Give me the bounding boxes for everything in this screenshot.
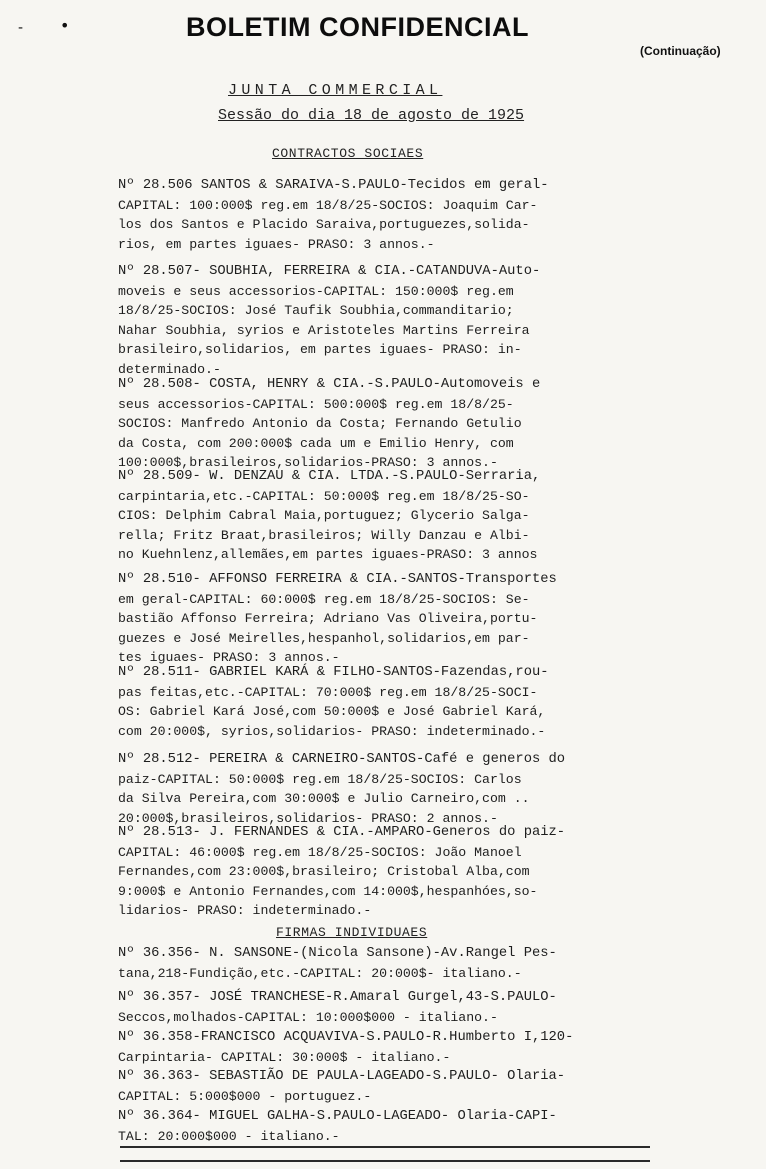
entry-line: rios, em partes iguaes- PRASO: 3 annos.- (118, 236, 435, 252)
contract-entry-28510 (118, 570, 557, 668)
entry-line: Nº 36.364- MIGUEL GALHA-S.PAULO-LAGEADO- Olaria-CAPI- (118, 1109, 557, 1124)
margin-dash-mark: - (18, 20, 24, 36)
entry-line: no Kuehnlenz,allemães,em partes iguaes-PRASO: 3 annos (118, 547, 538, 563)
contract-entry-28507 (118, 262, 540, 380)
entry-line: OS: Gabriel Kará José,com 50:000$ e José Gabriel Kará, (118, 704, 546, 720)
entry-line: 18/8/25-SOCIOS: José Taufik Soubhia,commanditario; (118, 303, 514, 319)
firms-heading: FIRMAS INDIVIDUAES (276, 925, 428, 940)
entry-line: Nº 28.508- COSTA, HENRY & CIA.-S.PAULO-Automoveis e (118, 377, 541, 392)
entry-line: Nº 28.510- AFFONSO FERREIRA & CIA.-SANTOS-Transportes (118, 572, 557, 587)
contract-entry-28509 (118, 467, 540, 565)
document-title: BOLETIM CONFIDENCIAL (186, 12, 529, 42)
entry-line: carpintaria,etc.-CAPITAL: 50:000$ reg.em 18/8/25-SO- (118, 488, 530, 504)
entry-line: Nº 28.512- PEREIRA & CARNEIRO-SANTOS-Café e generos do (118, 752, 566, 767)
entry-line: CAPITAL: 100:000$ reg.em 18/8/25-SOCIOS: Joaquim Car- (118, 197, 538, 213)
firm-entry-36358 (118, 1028, 573, 1067)
contract-entry-28508 (118, 375, 540, 473)
entry-line: Nº 28.507- SOUBHIA, FERREIRA & CIA.-CATANDUVA-Auto- (118, 264, 541, 279)
entry-line: moveis e seus accessorios-CAPITAL: 150:000$ reg.em (118, 283, 514, 299)
closing-rule-top (120, 1146, 650, 1148)
entry-line: guezes e José Meirelles,hespanhol,solidarios,em par- (118, 630, 530, 646)
entry-line: pas feitas,etc.-CAPITAL: 70:000$ reg.em 18/8/25-SOCI- (118, 684, 538, 700)
entry-line: Nº 36.363- SEBASTIÃO DE PAULA-LAGEADO-S.PAULO- Olaria- (118, 1069, 566, 1084)
entry-line: Nahar Soubhia, syrios e Aristoteles Martins Ferreira (118, 322, 530, 338)
entry-line: brasileiro,solidarios, em partes iguaes- PRASO: in- (118, 342, 522, 358)
entry-line: seus accessorios-CAPITAL: 500:000$ reg.em 18/8/25- (118, 396, 514, 412)
entry-line: 20:000$,brasileiros,solidarios- PRASO: 2 annos.- (118, 810, 498, 826)
contracts-heading: CONTRACTOS SOCIAES (272, 146, 424, 161)
entry-line: Fernandes,com 23:000$,brasileiro; Cristobal Alba,com (118, 864, 530, 880)
entry-line: tana,218-Fundição,etc.-CAPITAL: 20:000$- italiano.- (118, 965, 522, 981)
entry-line: bastião Affonso Ferreira; Adriano Vas Oliveira,portu- (118, 611, 538, 627)
contract-entry-28513 (118, 823, 565, 921)
firm-entry-36357 (118, 988, 557, 1027)
section-heading-junta: JUNTA COMMERCIAL (228, 82, 443, 99)
continuation-label: (Continuação) (640, 44, 721, 58)
entry-line: los dos Santos e Placido Saraiva,portuguezes,solida- (118, 217, 530, 233)
firm-entry-36363 (118, 1067, 565, 1106)
entry-line: determinado.- (118, 361, 221, 377)
entry-line: Nº 36.356- N. SANSONE-(Nicola Sansone)-Av.Rangel Pes- (118, 946, 557, 961)
entry-line: em geral-CAPITAL: 60:000$ reg.em 18/8/25-SOCIOS: Se- (118, 591, 530, 607)
entry-line: SOCIOS: Manfredo Antonio da Costa; Fernando Getulio (118, 416, 522, 432)
entry-line: Nº 28.511- GABRIEL KARÁ & FILHO-SANTOS-Fazendas,rou- (118, 665, 549, 680)
entry-line: TAL: 20:000$000 - italiano.- (118, 1128, 340, 1144)
entry-line: CAPITAL: 46:000$ reg.em 18/8/25-SOCIOS: João Manoel (118, 844, 522, 860)
entry-line: Seccos,molhados-CAPITAL: 10:000$000 - italiano.- (118, 1009, 498, 1025)
contract-entry-28511 (118, 663, 549, 741)
margin-dot-mark: • (60, 16, 70, 35)
firm-entry-36356 (118, 944, 557, 983)
entry-line: Carpintaria- CAPITAL: 30:000$ - italiano.- (118, 1049, 451, 1065)
contract-entry-28512 (118, 750, 565, 828)
entry-line: Nº 36.358-FRANCISCO ACQUAVIVA-S.PAULO-R.Humberto I,120- (118, 1030, 574, 1045)
entry-line: 9:000$ e Antonio Fernandes,com 14:000$,hespanhóes,so- (118, 883, 538, 899)
entry-line: Nº 28.509- W. DENZAU & CIA. LTDA.-S.PAULO-Serraria, (118, 469, 541, 484)
entry-line: lidarios- PRASO: indeterminado.- (118, 903, 372, 919)
entry-line: Nº 28.506 SANTOS & SARAIVA-S.PAULO-Tecidos em geral- (118, 178, 549, 193)
entry-line: rella; Fritz Braat,brasileiros; Willy Danzau e Albi- (118, 527, 530, 543)
entry-line: Nº 36.357- JOSÉ TRANCHESE-R.Amaral Gurgel,43-S.PAULO- (118, 990, 557, 1005)
entry-line: tes iguaes- PRASO: 3 annos.- (118, 650, 340, 666)
entry-line: CIOS: Delphim Cabral Maia,portuguez; Glycerio Salga- (118, 508, 530, 524)
entry-line: da Silva Pereira,com 30:000$ e Julio Carneiro,com .. (118, 791, 530, 807)
entry-line: Nº 28.513- J. FERNANDES & CIA.-AMPARO-Generos do paiz- (118, 825, 566, 840)
session-date-heading: Sessão do dia 18 de agosto de 1925 (218, 107, 525, 124)
entry-line: CAPITAL: 5:000$000 - portuguez.- (118, 1088, 372, 1104)
entry-line: paiz-CAPITAL: 50:000$ reg.em 18/8/25-SOCIOS: Carlos (118, 771, 522, 787)
contract-entry-28506 (118, 176, 549, 254)
closing-rule-bottom (120, 1160, 650, 1162)
entry-line: 100:000$,brasileiros,solidarios-PRASO: 3 annos.- (118, 455, 498, 471)
entry-line: da Costa, com 200:000$ cada um e Emilio Henry, com (118, 435, 514, 451)
firm-entry-36364 (118, 1107, 557, 1146)
entry-line: com 20:000$, syrios,solidarios- PRASO: indeterminado.- (118, 723, 546, 739)
